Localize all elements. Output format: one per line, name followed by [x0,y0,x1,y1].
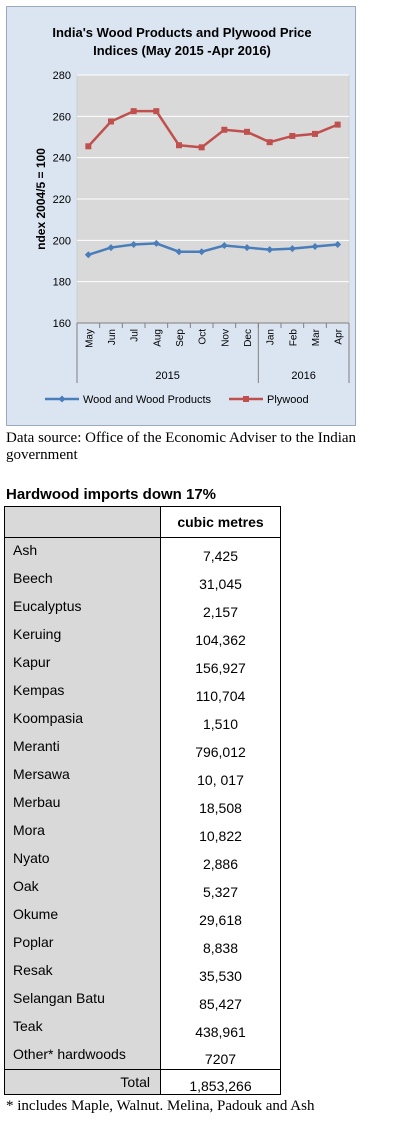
species-volume: 35,530 [161,958,281,986]
table-row [5,958,281,986]
species-volume: 1,510 [161,706,281,734]
total-value: 1,853,266 [161,1070,281,1095]
data-point [85,143,91,149]
hardwood-imports-table [4,506,281,1095]
table-row [5,846,281,874]
data-point [131,108,137,114]
species-name: Resak [5,958,161,986]
table-row [5,650,281,678]
species-name: Okume [5,902,161,930]
x-tick-label: Jan [265,329,277,346]
species-volume: 10,822 [161,818,281,846]
data-point [176,142,182,148]
total-row [5,1070,281,1095]
species-volume: 796,012 [161,734,281,762]
y-tick-label: 260 [52,111,71,124]
data-point [289,133,295,139]
y-tick-label: 180 [52,276,71,289]
species-name: Eucalyptus [5,594,161,622]
total-label: Total [5,1070,161,1095]
species-name: Other* hardwoods [5,1042,161,1070]
species-name: Beech [5,566,161,594]
species-volume: 7,425 [161,538,281,566]
x-tick-label: Sep [175,329,186,347]
table-row [5,734,281,762]
data-point [335,122,341,128]
species-volume: 5,327 [161,874,281,902]
species-name: Poplar [5,930,161,958]
footnote: * includes Maple, Walnut. Melina, Padouk and Ash [6,1098,315,1114]
species-name: Kempas [5,678,161,706]
header-volume-cell: cubic metres [161,507,281,538]
table-row [5,1014,281,1042]
table-row [5,790,281,818]
species-volume: 7207 [161,1042,281,1070]
x-tick-label: Nov [220,329,232,347]
table-row [5,566,281,594]
table-row [5,902,281,930]
species-name: Selangan Batu [5,986,161,1014]
x-tick-label: Apr [333,329,345,345]
data-point [199,144,205,150]
species-name: Ash [5,538,161,566]
chart-panel [6,6,356,426]
species-volume: 2,886 [161,846,281,874]
table-row [5,874,281,902]
y-axis-label: ndex 2004/5 = 100 [34,148,48,250]
x-tick-label: Jun [107,329,118,346]
table-row [5,706,281,734]
data-point [244,129,250,135]
x-tick-label: Mar [311,329,322,347]
data-point [312,131,318,137]
source-note: Data source: Office of the Economic Adviser to the Indian government [6,430,357,463]
year-label: 2016 [291,370,316,382]
species-name: Koompasia [5,706,161,734]
species-name: Merbau [5,790,161,818]
species-name: Teak [5,1014,161,1042]
species-name: Mora [5,818,161,846]
x-tick-label: Jul [129,329,141,342]
species-volume: 18,508 [161,790,281,818]
table-row [5,678,281,706]
species-volume: 104,362 [161,622,281,650]
y-tick-label: 160 [52,318,71,330]
species-volume: 31,045 [161,566,281,594]
species-name: Oak [5,874,161,902]
data-point [108,119,114,125]
species-name: Keruing [5,622,161,650]
y-tick-label: 280 [52,70,71,82]
species-volume: 10, 017 [161,762,281,790]
chart-title-line: India's Wood Products and Plywood Price [52,25,312,40]
species-volume: 29,618 [161,902,281,930]
species-name: Meranti [5,734,161,762]
legend-marker [243,396,249,402]
x-tick-label: May [84,329,96,348]
legend-marker [59,396,66,403]
x-tick-label: Feb [288,329,300,347]
year-label: 2015 [155,370,180,382]
table-row [5,930,281,958]
species-name: Mersawa [5,762,161,790]
table-header-row [5,507,281,538]
table-row [5,538,281,566]
x-tick-label: Aug [152,329,164,347]
species-volume: 438,961 [161,1014,281,1042]
table-row [5,622,281,650]
y-tick-label: 240 [52,152,71,165]
legend-label: Wood and Wood Products [83,394,212,406]
x-tick-label: Dec [243,329,254,347]
species-volume: 8,838 [161,930,281,958]
chart-title-line: Indices (May 2015 -Apr 2016) [93,43,271,58]
data-point [267,139,273,145]
species-name: Kapur [5,650,161,678]
species-name: Nyato [5,846,161,874]
x-tick-label: Oct [197,329,209,345]
table-row [5,818,281,846]
y-tick-label: 200 [52,235,71,248]
legend-label: Plywood [267,394,309,406]
table-row [5,594,281,622]
table-row [5,1042,281,1070]
species-volume: 2,157 [161,594,281,622]
data-point [153,108,159,114]
y-tick-label: 220 [52,194,71,206]
price-index-chart [7,7,357,427]
species-volume: 85,427 [161,986,281,1014]
table-title: Hardwood imports down 17% [6,486,217,503]
table-row [5,986,281,1014]
table-row [5,762,281,790]
header-species-cell [5,507,161,538]
table-body [5,538,281,1070]
data-point [221,127,227,133]
species-volume: 156,927 [161,650,281,678]
species-volume: 110,704 [161,678,281,706]
